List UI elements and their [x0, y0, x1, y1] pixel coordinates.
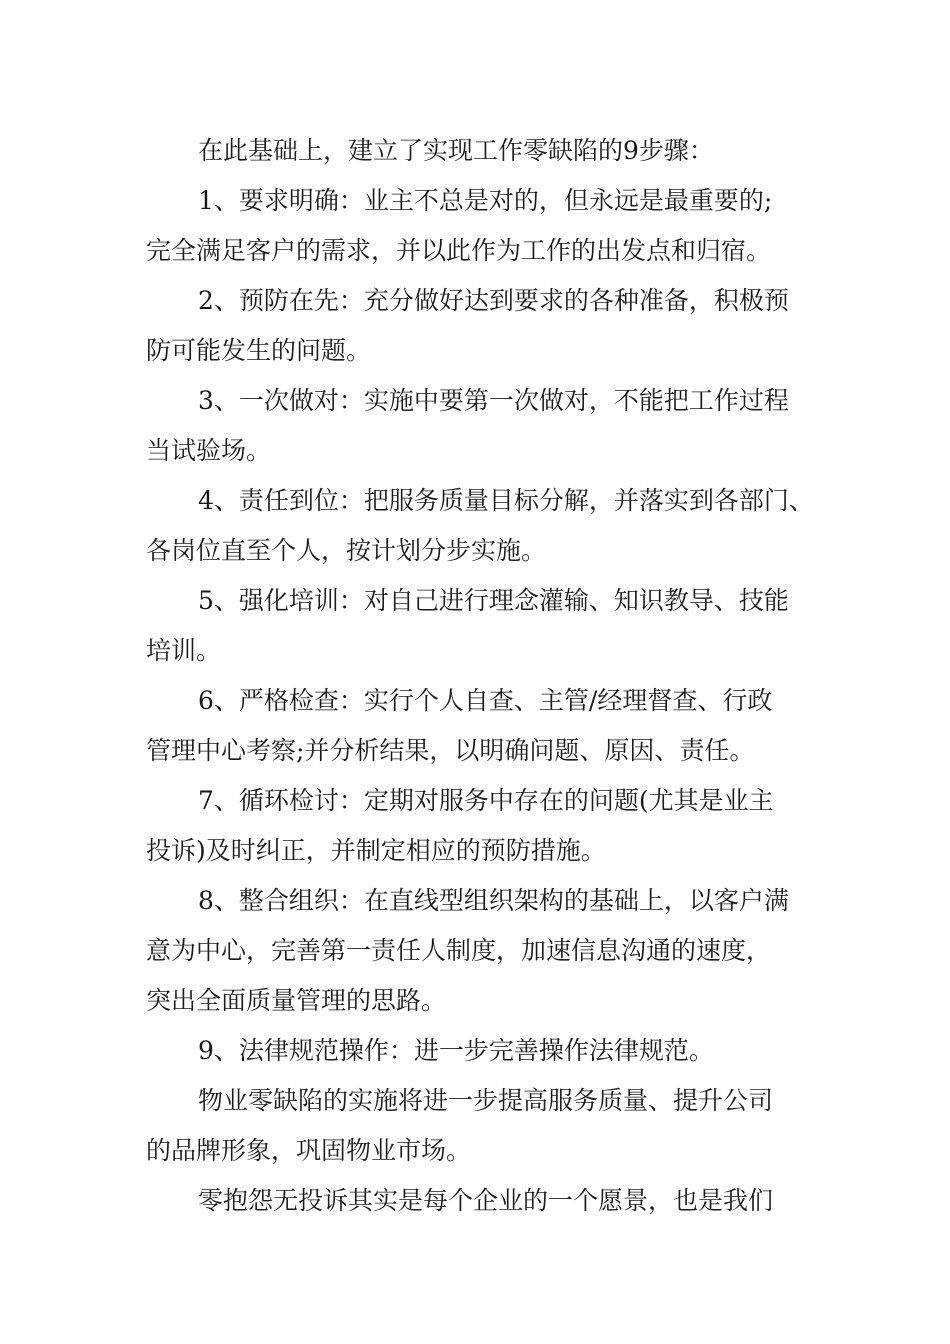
- text-line: 4、责任到位：把服务质量目标分解，并落实到各部门、: [198, 486, 814, 515]
- paragraph-step-4: [146, 476, 826, 576]
- text-line: 2、预防在先：充分做好达到要求的各种准备，积极预: [198, 286, 789, 315]
- text-line: 防可能发生的问题。: [146, 336, 372, 365]
- paragraph-step-7: [146, 776, 826, 876]
- text-line: 管理中心考察;并分析结果，以明确问题、原因、责任。: [146, 736, 755, 765]
- paragraph-closing: [146, 1176, 826, 1226]
- text-line: 的品牌形象，巩固物业市场。: [146, 1136, 472, 1165]
- text-line: 零抱怨无投诉其实是每个企业的一个愿景，也是我们: [198, 1186, 774, 1215]
- paragraph-conclusion: [146, 1076, 826, 1176]
- text-line: 突出全面质量管理的思路。: [146, 986, 447, 1015]
- text-line: 意为中心，完善第一责任人制度，加速信息沟通的速度，: [146, 936, 772, 965]
- text-line: 各岗位直至个人，按计划分步实施。: [146, 536, 547, 565]
- paragraph-step-3: [146, 376, 826, 476]
- text-line: 当试验场。: [146, 436, 272, 465]
- text-line: 投诉)及时纠正，并制定相应的预防措施。: [146, 836, 606, 865]
- paragraph-step-1: [146, 176, 826, 276]
- text-line: 9、法律规范操作：进一步完善操作法律规范。: [198, 1036, 714, 1065]
- text-line: 3、一次做对：实施中要第一次做对，不能把工作过程: [198, 386, 789, 415]
- paragraph-step-5: [146, 576, 826, 676]
- text-line: 完全满足客户的需求，并以此作为工作的出发点和归宿。: [146, 236, 772, 265]
- paragraph-intro: [146, 126, 826, 176]
- text-line: 8、整合组织：在直线型组织架构的基础上，以客户满: [198, 886, 789, 915]
- text-line: 1、要求明确：业主不总是对的，但永远是最重要的;: [198, 186, 773, 215]
- document-body: [146, 126, 826, 1226]
- text-line: 在此基础上，建立了实现工作零缺陷的9步骤：: [198, 136, 714, 165]
- paragraph-step-6: [146, 676, 826, 776]
- paragraph-step-2: [146, 276, 826, 376]
- text-line: 物业零缺陷的实施将进一步提高服务质量、提升公司: [198, 1086, 774, 1115]
- paragraph-step-8: [146, 876, 826, 1026]
- text-line: 5、强化培训：对自己进行理念灌输、知识教导、技能: [198, 586, 789, 615]
- text-line: 6、严格检查：实行个人自查、主管/经理督查、行政: [198, 686, 773, 715]
- paragraph-step-9: [146, 1026, 826, 1076]
- text-line: 7、循环检讨：定期对服务中存在的问题(尤其是业主: [198, 786, 774, 815]
- text-line: 培训。: [146, 636, 222, 665]
